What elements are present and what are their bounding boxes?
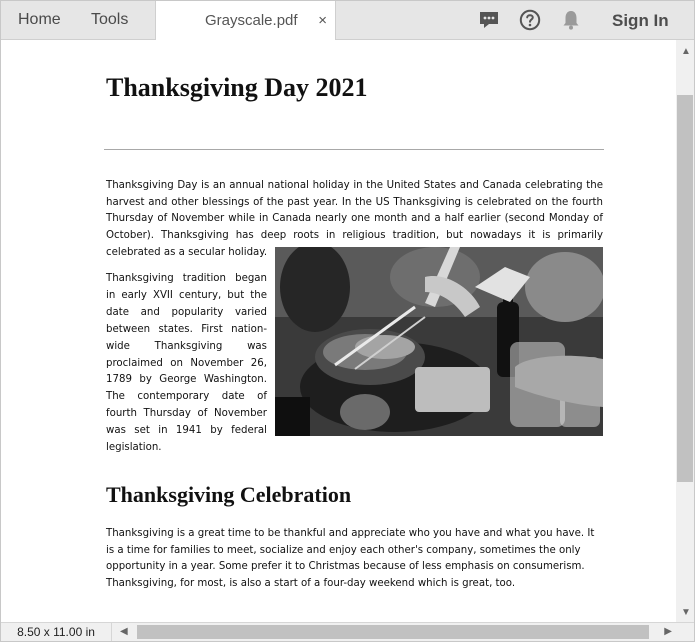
nav-tools[interactable]: Tools: [91, 11, 129, 28]
help-icon[interactable]: [519, 9, 541, 31]
top-toolbar: [1, 1, 694, 40]
scroll-left-icon[interactable]: ◀: [120, 626, 128, 637]
celebration-paragraph: Thanksgiving is a great time to be thankful and appreciate who you have and what you have. It is a time for families to meet, socialize and enjoy each other's company, sometimes the only opportunity in a year. Some prefer it to Christmas because of less emphasis on consumerism. Thanksgiving, for most, is also a start of a four-day weekend which is great, too.: [106, 528, 595, 590]
page-title: Thanksgiving Day 2021: [106, 73, 368, 102]
page-size-label: 8.50 x 11.00 in: [1, 623, 112, 641]
intro-paragraph: Thanksgiving Day is an annual national holiday in the United States and Canada celebrating the harvest and other blessings of the past year. In the US Thanksgiving is celebrated on the fourth Thursday of November while in Canada nearly one month and a half earlier (second Monday of October). Thanksgiving has deep roots in religious tradition, but nowadays it is primarily celebrated as a secular holiday.: [106, 180, 603, 258]
section-title: Thanksgiving Celebration: [106, 482, 352, 507]
vertical-scroll-thumb[interactable]: [677, 95, 693, 482]
tab-title: Grayscale.pdf: [205, 12, 298, 29]
vertical-scrollbar[interactable]: [676, 40, 694, 622]
close-icon[interactable]: ×: [318, 12, 327, 29]
divider: [104, 149, 604, 150]
horizontal-scroll-thumb[interactable]: [137, 625, 649, 639]
document-tab[interactable]: [155, 1, 336, 40]
scroll-down-icon[interactable]: ▼: [681, 607, 691, 618]
document-page: [1, 40, 676, 622]
scroll-right-icon[interactable]: ▶: [664, 626, 672, 637]
thanksgiving-photo: [275, 247, 603, 436]
status-bar: [1, 622, 694, 641]
scroll-up-icon[interactable]: ▲: [681, 46, 691, 57]
comment-icon[interactable]: [478, 9, 500, 31]
nav-home[interactable]: Home: [18, 11, 61, 28]
bell-icon[interactable]: [560, 9, 582, 31]
horizontal-scrollbar[interactable]: [113, 623, 677, 641]
sign-in-button[interactable]: Sign In: [612, 11, 669, 30]
history-paragraph: Thanksgiving tradition began in early XVII century, but the date and popularity varied between states. First nation-wide Thanksgiving was proclaimed on November 26, 1789 by George Washington. The contemporary date of fourth Thursday of November was set in 1941 by federal legislation.: [106, 273, 267, 454]
